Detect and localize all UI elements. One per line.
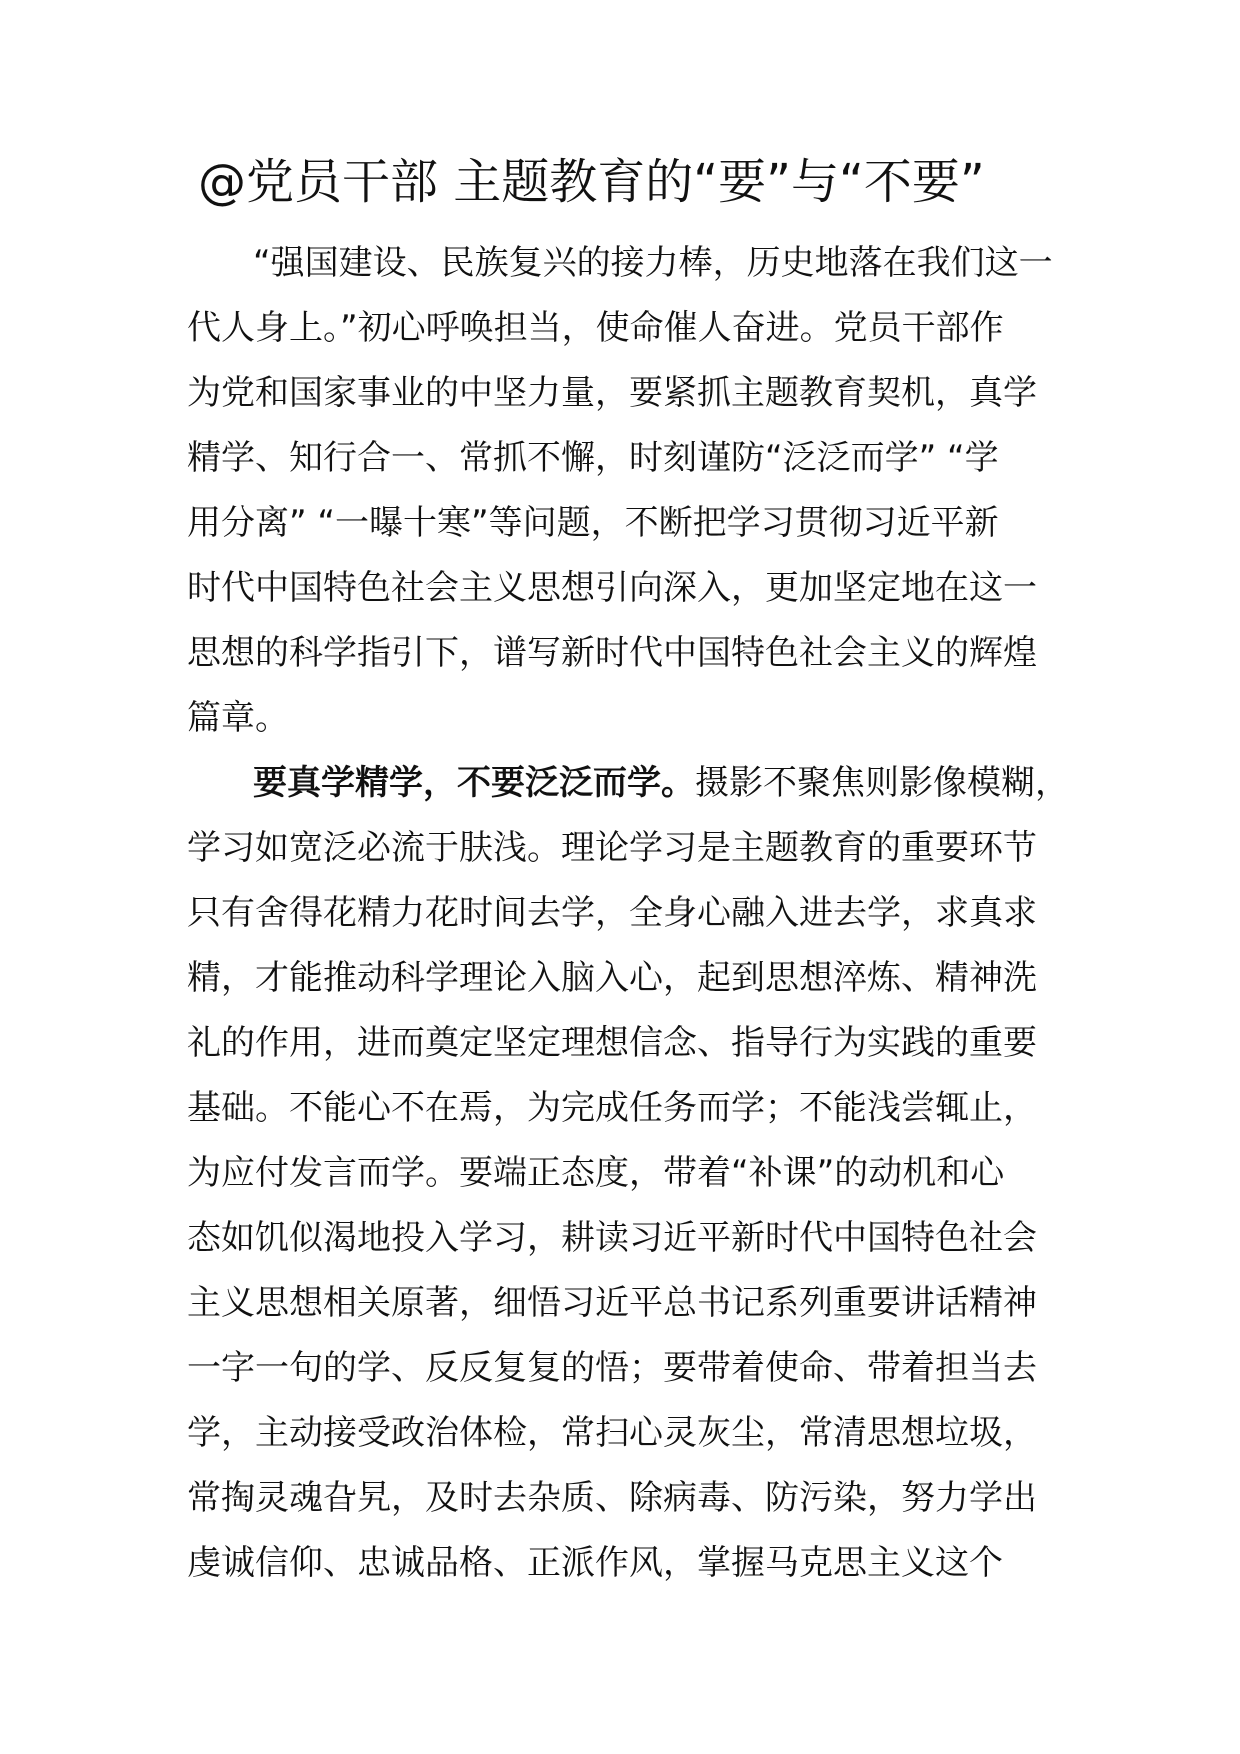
paragraph-1-line-6: 时代中国特色社会主义思想引向深入，更加坚定地在这一 [187,568,1037,608]
paragraph-2-line-8: 态如饥似渴地投入学习，耕读习近平新时代中国特色社会 [187,1218,1037,1258]
paragraph-2-line-7: 为应付发言而学。要端正态度，带着“补课”的动机和心 [187,1153,1005,1193]
paragraph-2-line-2: 学习如宽泛必流于肤浅。理论学习是主题教育的重要环节 [187,828,1037,868]
document-title: @党员干部 主题教育的“要”与“不要” [198,154,985,210]
paragraph-1-line-8: 篇章。 [187,698,289,738]
paragraph-1-line-5: 用分离” “一曝十寒”等问题，不断把学习贯彻习近平新 [187,503,999,543]
paragraph-2-line-1 [253,760,1069,806]
paragraph-1-line-1: “强国建设、民族复兴的接力棒，历史地落在我们这一 [253,243,1053,283]
paragraph-2-line-5: 礼的作用，进而奠定坚定理想信念、指导行为实践的重要 [187,1023,1037,1063]
paragraph-1-line-2: 代人身上。”初心呼唤担当，使命催人奋进。党员干部作 [187,308,1004,348]
paragraph-2-line-9: 主义思想相关原著，细悟习近平总书记系列重要讲话精神 [187,1283,1037,1323]
paragraph-2-line-4: 精，才能推动科学理论入脑入心，起到思想淬炼、精神洗 [187,958,1037,998]
paragraph-1-line-4: 精学、知行合一、常抓不懈，时刻谨防“泛泛而学” “学 [187,438,999,478]
paragraph-2-first-line-rest: 摄影不聚焦则影像模糊， [695,763,1069,803]
paragraph-2-line-10: 一字一句的学、反反复复的悟；要带着使命、带着担当去 [187,1348,1037,1388]
paragraph-2-line-13: 虔诚信仰、忠诚品格、正派作风，掌握马克思主义这个 [187,1543,1003,1583]
paragraph-2-line-6: 基础。不能心不在焉，为完成任务而学；不能浅尝辄止， [187,1088,1037,1128]
paragraph-2-heading: 要真学精学，不要泛泛而学。 [253,763,695,803]
paragraph-1-line-7: 思想的科学指引下，谱写新时代中国特色社会主义的辉煌 [187,633,1037,673]
paragraph-2-line-12: 常掏灵魂旮旯，及时去杂质、除病毒、防污染，努力学出 [187,1478,1037,1518]
paragraph-1-line-3: 为党和国家事业的中坚力量，要紧抓主题教育契机，真学 [187,373,1037,413]
paragraph-2-line-3: 只有舍得花精力花时间去学，全身心融入进去学，求真求 [187,893,1037,933]
paragraph-2-line-11: 学，主动接受政治体检，常扫心灵灰尘，常清思想垃圾， [187,1413,1037,1453]
